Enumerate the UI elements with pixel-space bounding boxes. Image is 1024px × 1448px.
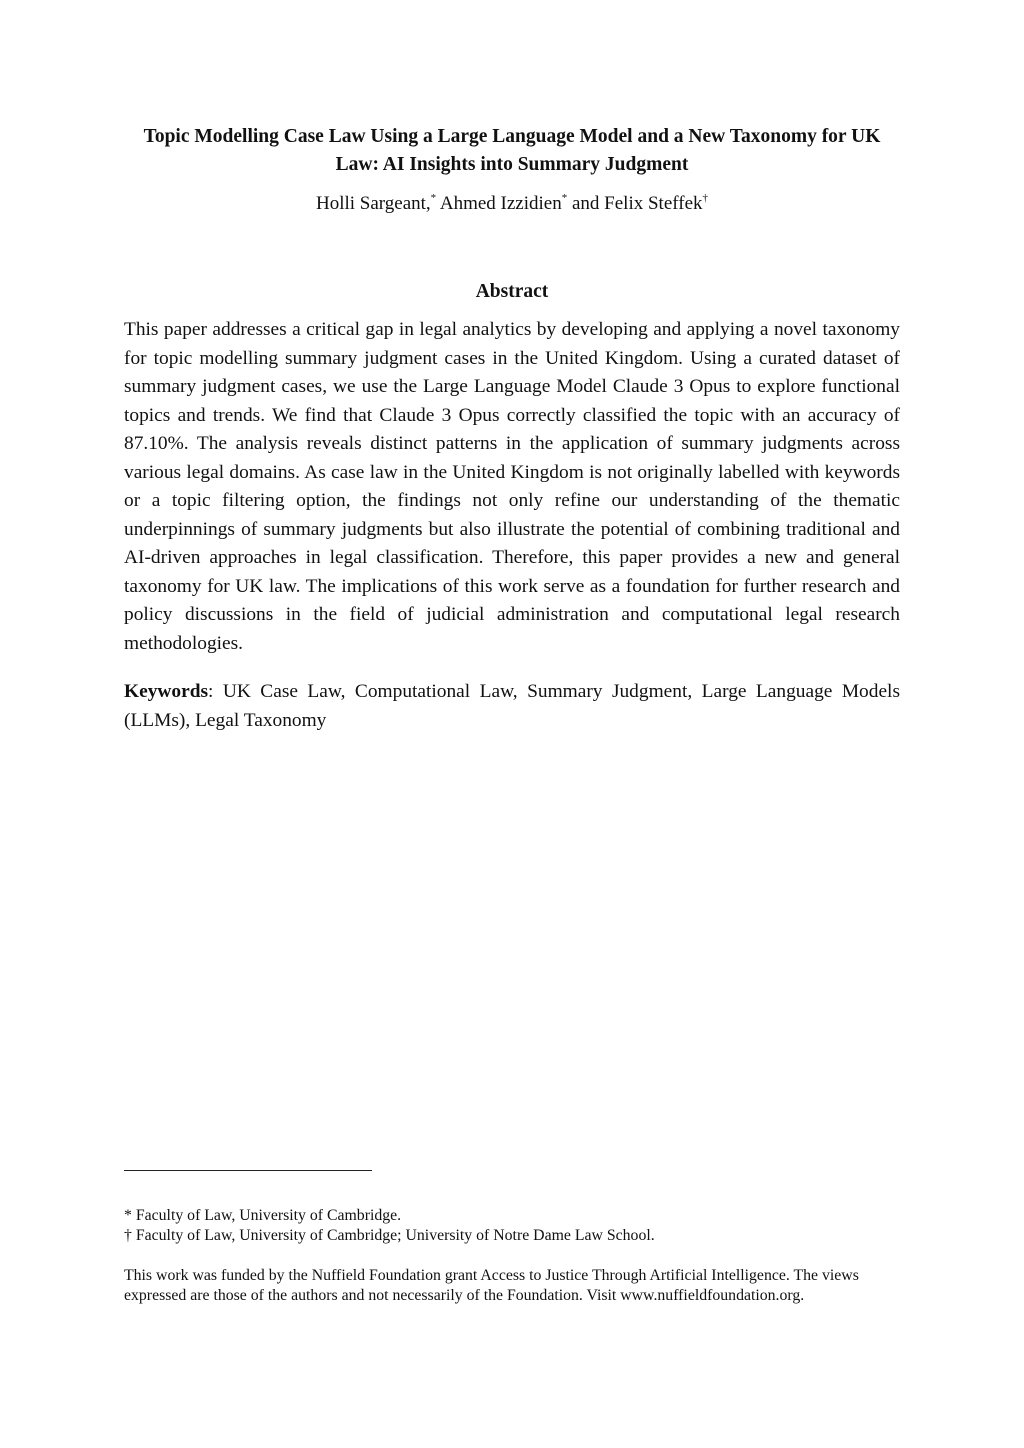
keywords-label: Keywords	[124, 681, 209, 702]
affiliation-mark: *	[430, 191, 437, 204]
affiliation-mark: †	[702, 191, 709, 204]
abstract-text: This paper addresses a critical gap in legal analytics by developing and applying a novel taxonomy for topic modelling summary judgment cases in the United Kingdom. Using a curated dataset of summary judgment cases, we use the Large Language Model Claude 3 Opus to explore functional topics and trends. We find that Claude 3 Opus correctly classified the topic with an accuracy of 87.10%. The analysis reveals distinct patterns in the application of summary judgments across various legal domains. As case law in the United Kingdom is not originally labelled with keywords or a topic filtering option, the findings not only refine our understanding of the thematic underpinnings of summary judgments but also illustrate the potential of combining traditional and AI-driven approaches in legal classification. Therefore, this paper provides a new and general taxonomy for UK law. The implications of this work serve as a foundation for further research and policy discussions in the field of judicial administration and computational legal research methodologies.	[124, 319, 900, 654]
footnote-divider	[124, 1170, 372, 1171]
keywords-line	[124, 678, 900, 735]
author-conjunction: and	[567, 193, 605, 214]
abstract-heading: Abstract	[475, 281, 549, 302]
paper-title: Topic Modelling Case Law Using a Large Language Model and a New Taxonomy for UK Law: AI Insights into Summary Judgment	[143, 126, 881, 175]
author-name: Ahmed Izzidien	[436, 193, 562, 214]
author-name: Holli Sargeant,	[315, 193, 431, 214]
footnote: * Faculty of Law, University of Cambridge.	[124, 1207, 402, 1224]
keywords-text: : UK Case Law, Computational Law, Summary Judgment, Large Language Models (LLMs), Legal Taxonomy	[124, 681, 900, 731]
funding-note: This work was funded by the Nuffield Foundation grant Access to Justice Through Artificial Intelligence. The views expressed are those of the authors and not necessarily of the Foundation. Visit www.nuffieldfoundation.org.	[124, 1267, 859, 1304]
affiliation-mark: *	[561, 191, 568, 204]
author-line	[124, 191, 900, 217]
footnotes	[124, 1206, 900, 1246]
footnote: † Faculty of Law, University of Cambridge; University of Notre Dame Law School.	[124, 1227, 655, 1244]
author-name: Felix Steffek	[604, 193, 703, 214]
